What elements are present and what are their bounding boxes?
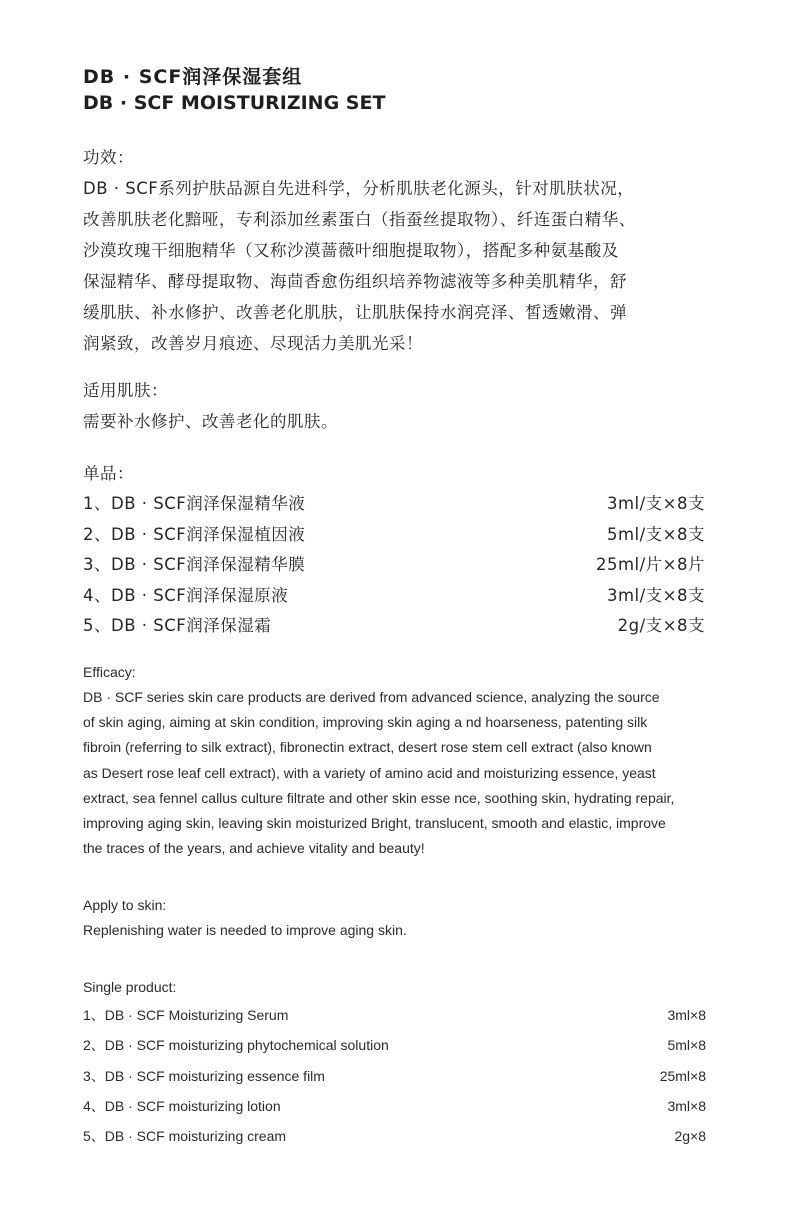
en-product-row (83, 1061, 708, 1091)
cn-product-name: 4、DB · SCF润泽保湿原液 (83, 585, 289, 605)
cn-product-spec: 2g/支×8支 (617, 616, 705, 635)
en-product-row (83, 1030, 708, 1060)
en-product-spec: 3ml×8 (667, 1007, 706, 1023)
en-product-name: 3、DB · SCF moisturizing essence film (83, 1067, 325, 1084)
cn-skin-heading: 适用肌肤： (83, 381, 168, 400)
cn-skin-section (83, 375, 705, 437)
en-efficacy-line: fibroin (referring to silk extract), fibronectin extract, desert rose stem cell extract (also known (83, 739, 652, 756)
en-product-spec: 3ml×8 (667, 1097, 706, 1114)
cn-efficacy-line: 润紧致，改善岁月痕迹、尽现活力美肌光采！ (83, 334, 423, 353)
en-product-row (83, 1000, 708, 1030)
page-title-cn: DB · SCF润泽保湿套组 (83, 66, 303, 88)
cn-product-spec: 3ml/支×8支 (606, 585, 705, 605)
en-product-spec: 25ml×8 (659, 1067, 706, 1084)
cn-efficacy-section (83, 142, 705, 359)
cn-product-row (83, 581, 705, 612)
en-products-heading: Single product: (83, 979, 177, 995)
en-efficacy-line: extract, sea fennel callus culture filtrate and other skin esse nce, soothing skin, hydrating repair, (83, 789, 675, 806)
en-product-name: 5、DB · SCF moisturizing cream (83, 1128, 287, 1145)
en-product-spec: 2g×8 (674, 1128, 706, 1145)
cn-efficacy-line: 保湿精华、酵母提取物、海茴香愈伤组织培养物滤液等多种美肌精华，舒 (83, 272, 627, 291)
cn-product-spec: 3ml/支×8支 (606, 494, 705, 513)
cn-skin-text: 需要补水修护、改善老化的肌肤。 (83, 412, 338, 431)
cn-product-name: 5、DB · SCF润泽保湿霜 (83, 616, 272, 635)
en-skin-heading: Apply to skin: (83, 897, 167, 913)
cn-product-name: 2、DB · SCF润泽保湿植因液 (83, 524, 306, 544)
en-skin-section (83, 893, 708, 943)
en-efficacy-section (83, 660, 708, 861)
en-product-name: 2、DB · SCF moisturizing phytochemical solution (83, 1037, 389, 1054)
en-efficacy-line: as Desert rose leaf cell extract), with a variety of amino acid and moisturizing essence, yeast (83, 764, 656, 781)
cn-product-name: 1、DB · SCF润泽保湿精华液 (83, 494, 306, 513)
en-efficacy-line: DB · SCF series skin care products are derived from advanced science, analyzing the source (83, 689, 660, 705)
en-skin-text: Replenishing water is needed to improve aging skin. (83, 922, 407, 938)
en-efficacy-line: of skin aging, aiming at skin condition, improving skin aging a nd hoarseness, patenting silk (83, 714, 648, 731)
cn-efficacy-heading: 功效： (83, 148, 134, 167)
en-efficacy-line: the traces of the years, and achieve vitality and beauty! (83, 840, 425, 857)
en-product-name: 4、DB · SCF moisturizing lotion (83, 1097, 281, 1114)
en-product-row (83, 1121, 708, 1151)
en-efficacy-line: improving aging skin, leaving skin moisturized Bright, translucent, smooth and elastic, improve (83, 815, 666, 832)
cn-efficacy-line: DB · SCF系列护肤品源自先进科学，分析肌肤老化源头，针对肌肤状况， (83, 179, 635, 198)
cn-product-row (83, 520, 705, 551)
en-product-name: 1、DB · SCF Moisturizing Serum (83, 1007, 289, 1023)
cn-product-row (83, 611, 705, 642)
cn-efficacy-line: 缓肌肤、补水修护、改善老化肌肤，让肌肤保持水润亮泽、皙透嫩滑、弹 (83, 303, 627, 322)
en-product-row (83, 1091, 708, 1121)
en-product-spec: 5ml×8 (667, 1037, 706, 1054)
cn-products-heading: 单品： (83, 464, 134, 483)
en-efficacy-heading: Efficacy: (83, 664, 136, 680)
cn-product-name: 3、DB · SCF润泽保湿精华膜 (83, 555, 306, 574)
page-title-en: DB · SCF MOISTURIZING SET (83, 92, 386, 114)
en-products-section (83, 975, 708, 1151)
cn-product-row (83, 489, 705, 520)
cn-efficacy-line: 沙漠玫瑰干细胞精华（又称沙漠蔷薇叶细胞提取物），搭配多种氨基酸及 (83, 241, 619, 260)
cn-product-row (83, 550, 705, 581)
cn-product-spec: 25ml/片×8片 (595, 555, 705, 574)
cn-efficacy-line: 改善肌肤老化黯哑，专利添加丝素蛋白（指蚕丝提取物）、纤连蛋白精华、 (83, 210, 636, 229)
cn-product-spec: 5ml/支×8支 (606, 524, 705, 544)
cn-products-section (83, 458, 705, 642)
